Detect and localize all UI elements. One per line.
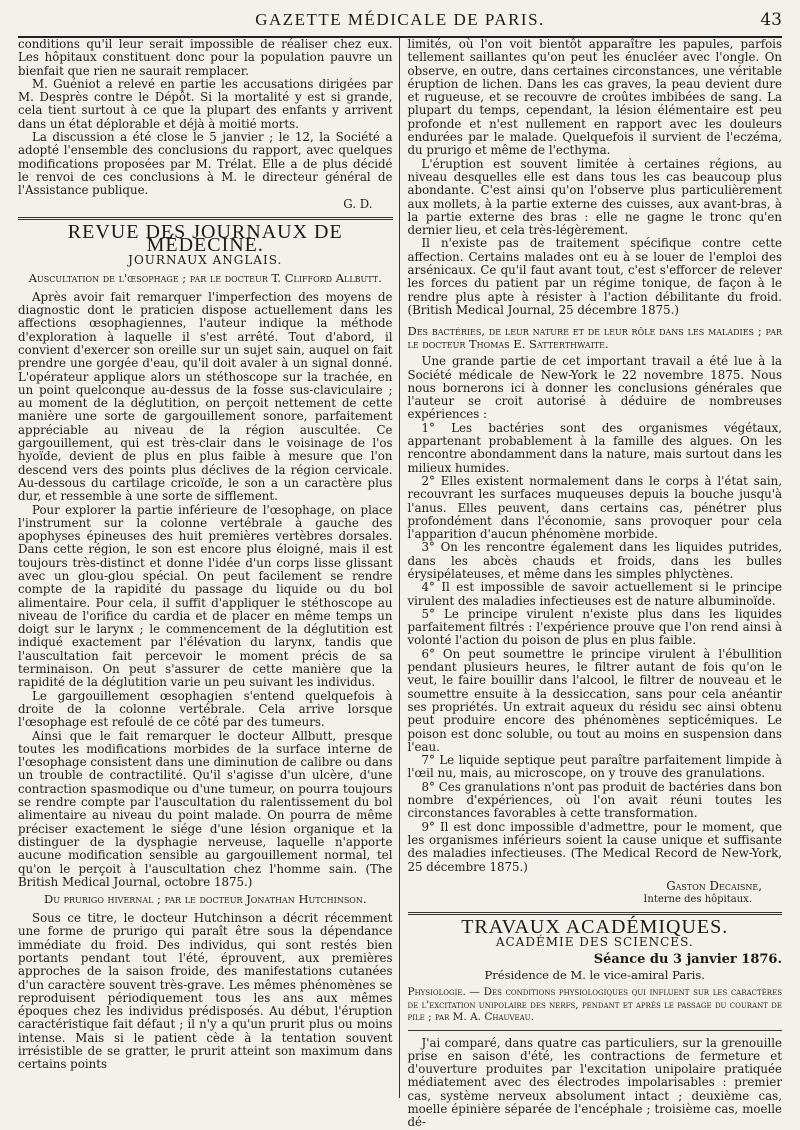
seance-date: Séance du 3 janvier 1876. (593, 952, 782, 968)
section-title: REVUE DES JOURNAUX DE MÉDECINE. (67, 220, 343, 257)
article-paragraph: L'éruption est souvent limitée à certaines régions, au niveau desquelles elle est dans tous les cas beaucoup plus abondante. C'est ainsi qu'on l'observe plus particulièrement aux mollets, à la partie externe des cuisses, aux avant-bras, à la partie externe des bras : elle ne gagne le tronc qu'en dernier lieu, et cela très-légèrement. (407, 156, 782, 238)
travaux-title: TRAVAUX ACADÉMIQUES. (461, 915, 729, 938)
article-paragraph: Sous ce titre, le docteur Hutchinson a décrit récemment une forme de prurigo qui paraît être sous la dépendance immédiate du froid. Des individus, qui sont restés bien portants pendant tout l'été, éprouvent, aux premières approches de la saison froide, des manifestations cutanées d'un caractère souvent très-grave. Les mêmes phénomènes se reproduisent périodiquement tous les ans aux mêmes époques chez les individus prédisposés. Au début, l'éruption caractéristique fait défaut ; il n'y a qu'un prurit plus ou moins intense. Mais si le patient cède à la tentation souvent irrésistible de se gratter, le prurit atteint son maximum dans certains points (18, 911, 393, 1072)
article-paragraph: Il n'existe pas de traitement spécifique contre cette affection. Certains malades ont eu à se louer de l'emploi des arsénicaux. Ce qu'il faut avant tout, c'est s'efforcer de relever les forces du patient par un régime tonique, de façon à le rendre plus apte à résister à l'action débilitante du froid. (British Medical Journal, 25 décembre 1875.) (407, 236, 782, 317)
article-paragraph: Après avoir fait remarquer l'imperfection des moyens de diagnostic dont le praticien dispose actuellement dans les affections œsophagiennes, l'auteur indique la méthode d'exploration à laquelle il s'est arrêté. Tout d'abord, il convient d'exercer son oreille sur un sujet sain, auquel on fait prendre une gorgée d'eau, qu'il doit avaler à un signal donné. L'opérateur applique alors un stéthoscope sur la trachée, en un point quelconque au-dessus de la fosse sus-claviculaire ; au moment de la déglutition, on perçoit nettement de cette manière une sorte de gargouillement sonore, parfaitement appréciable au niveau de la région auscultée. Ce gargouillement, qui est très-clair dans le voisinage de l'os hyoïde, devient de plus en plus faible à mesure que l'on descend vers des points plus déclives de la région cervicale. Au-dessous du cartilage cricoïde, le son a un caractère plus dur, et ressemble à une sorte de sifflement. (18, 289, 393, 504)
article-title: Auscultation de l'œsophage ; par le docteur T. Clifford Allbutt. (28, 270, 382, 285)
journal-title: GAZETTE MÉDICALE DE PARIS. (255, 10, 545, 29)
intro-signature: G. D. (343, 196, 373, 211)
left-column (18, 38, 399, 1098)
conclusion-item: 8° Ces granulations n'ont pas produit de bactéries dans bon nombre d'expériences, où l'on avait réuni toutes les circonstances favorables à cette transformation. (407, 779, 782, 821)
presidence: Présidence de M. le vice-amiral Paris. (484, 967, 705, 982)
section-divider (408, 912, 783, 915)
article-signature (408, 880, 763, 906)
article-paragraph: limités, où l'on voit bientôt apparaître les papules, parfois tellement saillantes qu'on peut les énucléer avec l'ongle. On observe, en outre, dans certaines circonstances, une véritable éruption de lichen. Dans les cas graves, la peau devient dure et rugueuse, et se recouvre de croûtes imbibées de sang. La plupart du temps, cependant, la lésion élémentaire est peu profonde et n'est nullement en rapport avec les douleurs endurées par le malade. Quelquefois il survient de l'eczéma, du prurigo et même de l'ecthyma. (407, 37, 782, 158)
physio-article-title: Physiologie. — Des conditions physiologiques qui influent sur les caractères de l'excitation unipolaire des nerfs, pendant et après le passage du courant de pile ; par M. A. Chauveau. (407, 986, 782, 1023)
intro-paragraph: M. Guéniot a relevé en partie les accusations dirigées par M. Desprès contre le Dépôt. Si la mortalité y est si grande, cela tient surtout à ce que la plupart des enfants y arrivent dans un état déplorable et déjà à moitié morts. (18, 76, 393, 131)
conclusion-item: 6° On peut soumettre le principe virulent à l'ébullition pendant plusieurs heures, le filtrer autant de fois qu'on le veut, le faire bouillir dans l'alcool, le filtrer de nouveau et le soumettre ensuite à la dessiccation, sans pour cela anéantir ses propriétés. Un extrait aqueux du résidu sec ainsi obtenu peut produire encore des phénomènes septicémiques. Le poison est donc soluble, ou tout au moins en suspension dans l'eau. (407, 646, 782, 754)
signature-name: Gaston Decaisne, (666, 878, 762, 893)
conclusion-item: 4° Il est impossible de savoir actuellement si le principe virulent des maladies infectieuses est de nature albuminoïde. (407, 580, 782, 608)
conclusion-item: 9° Il est donc impossible d'admettre, pour le moment, que les organismes inférieurs soient la cause unique et suffisante des maladies infectieuses. (The Medical Record de New-York, 25 décembre 1875.) (407, 819, 782, 874)
conclusion-item: 1° Les bactéries sont des organismes végétaux, appartenant probablement à la famille des algues. On les rencontre abondamment dans la nature, mais surtout dans les milieux humides. (407, 420, 782, 475)
intro-paragraph: conditions qu'il leur serait impossible de réaliser chez eux. Les hôpitaux constituent donc pour la population pauvre un bienfait que rien ne saurait remplacer. (18, 37, 393, 78)
article-paragraph: Pour explorer la partie inférieure de l'œsophage, on place l'instrument sur la colonne vertébrale à gauche des apophyses épineuses des huit premières vertèbres dorsales. Dans cette région, le son est encore plus éloigné, mais il est toujours très-distinct et donne l'idée d'un corps lisse glissant avec un glou-glou spécial. On peut facilement se rendre compte de la rapidité du passage du liquide ou du bol alimentaire. Pour cela, il suffit d'appliquer le stéthoscope au niveau de l'orifice du cardia et de placer en même temps un doigt sur le larynx ; le commencement de la déglutition est indiqué exactement par l'élévation du larynx, tandis que l'auscultation fait percevoir le moment précis de sa terminaison. On peut s'assurer de cette manière que la rapidité de la déglutition varie un peu suivant les individus. (18, 502, 393, 690)
signature-role: Interne des hôpitaux. (643, 893, 752, 905)
article-title: Des bactéries, de leur nature et de leur rôle dans les maladies ; par le docteur Thomas E. Satterthwaite. (407, 324, 782, 352)
right-column (399, 37, 783, 1130)
article-paragraph: Le gargouillement œsophagien s'entend quelquefois à droite de la colonne vertébrale. Cela arrive lorsque l'œsophage est refoulé de ce côté par des tumeurs. (18, 688, 393, 730)
conclusion-item: 2° Elles existent normalement dans le corps à l'état sain, recouvrant les surfaces muqueuses depuis la bouche jusqu'à l'anus. Elles peuvent, dans certains cas, pénétrer plus profondément dans l'économie, sans provoquer pour cela l'apparition d'aucun phénomène morbide. (407, 473, 782, 542)
article-title: Du prurigo hivernal ; par le docteur Jonathan Hutchinson. (43, 892, 367, 907)
intro-paragraph: La discussion a été close le 5 janvier ; le 12, la Société a adopté l'ensemble des conclusions du rapport, avec quelques modifications proposées par M. Trélat. Elle a de plus décidé le renvoi de ces conclusions à M. le directeur général de l'Assistance publique. (18, 130, 393, 198)
section-subtitle: JOURNAUX ANGLAIS. (128, 253, 283, 268)
conclusion-item: 7° Le liquide septique peut paraître parfaitement limpide à l'œil nu, mais, au microscope, on y trouve des granulations. (407, 753, 782, 781)
article-paragraph: J'ai comparé, dans quatre cas particuliers, sur la grenouille prise en saison d'été, les contractions de fermeture et d'ouverture produites par l'excitation unipolaire pratiquée médiatement avec des électrodes impolarisables : premier cas, système nerveux absolument intact ; deuxième cas, moelle épinière séparée de l'encéphale ; troisième cas, moelle dé- (407, 1035, 782, 1130)
academie-title: ACADÉMIE DES SCIENCES. (495, 935, 694, 950)
conclusion-item: 3° On les rencontre également dans les liquides putrides, dans les abcès chauds et froids, dans les bulles érysipélateuses, et même dans les simples phlyctènes. (407, 540, 782, 581)
article-paragraph: Une grande partie de cet important travail a été lue à la Société médicale de New-York le 22 novembre 1875. Nous nous bornerons ici à donner les conclusions générales que l'auteur se croit autorisé à déduire de nombreuses expériences : (407, 354, 782, 422)
page-number: 43 (760, 10, 782, 30)
article-divider (408, 1030, 783, 1031)
columns (18, 37, 782, 1130)
conclusion-item: 5° Le principe virulent n'existe plus dans les liquides parfaitement filtrés : l'expérience prouve que l'on rend ainsi à volonté l'action du poison de plus en plus faible. (407, 606, 782, 648)
article-paragraph: Ainsi que le fait remarquer le docteur Allbutt, presque toutes les modifications morbides de la surface interne de l'œsophage consistent dans une diminution de calibre ou dans un trouble de contractilité. Qu'il s'agisse d'un ulcère, d'une contraction spasmodique ou d'une tumeur, on pourra toujours se rendre compte par l'auscultation du ralentissement du bol alimentaire au niveau du point malade. On pourra de même préciser exactement le siége d'une lésion organique et la distinguer de la dysphagie nerveuse, laquelle n'apporte aucune modification sensible au gargouillement normal, tel qu'on le perçoit à l'auscultation chez l'homme sain. (The British Medical Journal, octobre 1875.) (18, 728, 393, 889)
page-header (18, 10, 782, 34)
section-divider (18, 217, 393, 220)
